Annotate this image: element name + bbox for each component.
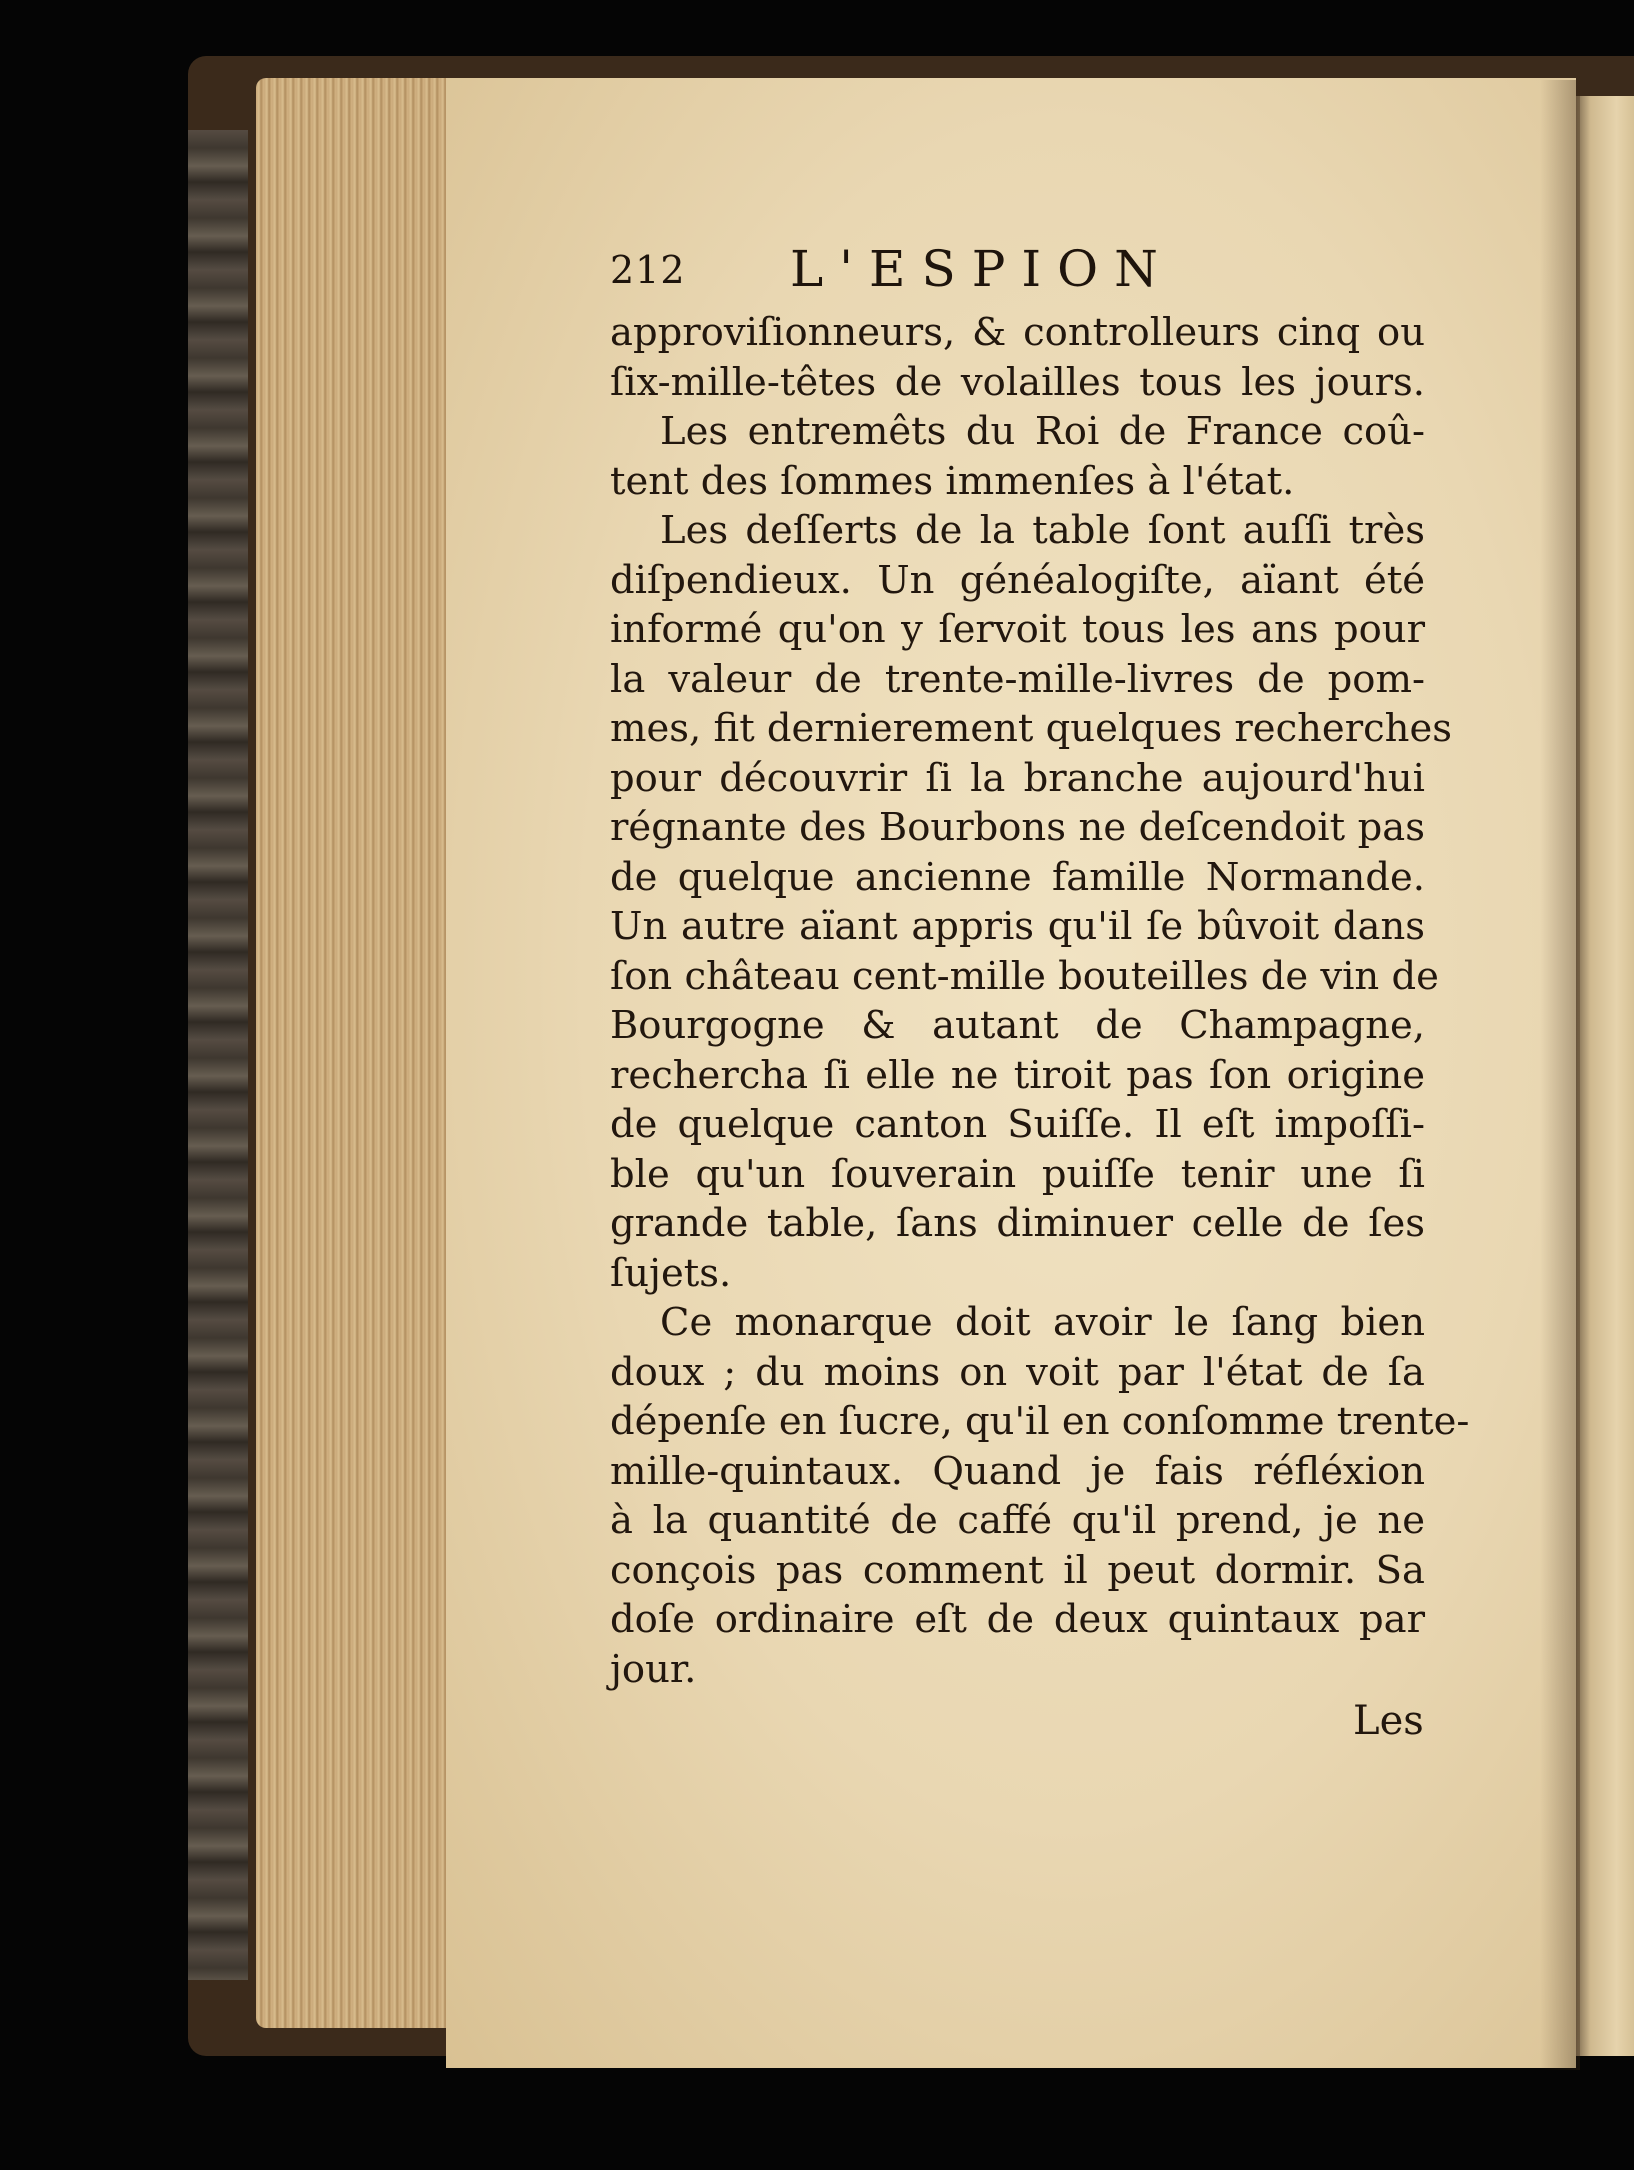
text-line: mes, fit dernierement quelques recherches (610, 706, 1453, 751)
gutter-shadow (1540, 80, 1580, 2070)
text-line: dépenſe en ſucre, qu'il en conſomme trente- (610, 1399, 1470, 1444)
text-line: doux ; du moins on voit par l'état de ſa (610, 1349, 1425, 1395)
body-text (610, 308, 1470, 1694)
page-header (610, 240, 1240, 300)
text-line: Bourgogne & autant de Champagne, (610, 1003, 1425, 1048)
text-line: approviſionneurs, & controlleurs cinq ou (610, 310, 1425, 355)
page-edges (256, 78, 446, 2028)
text-line: à la quantité de caffé qu'il prend, je ne (610, 1498, 1425, 1543)
catchword: Les (1353, 1698, 1424, 1744)
right-page-edge (1576, 96, 1634, 2056)
text-line: de quelque canton Suiſſe. Il eſt impoſſi- (610, 1102, 1425, 1147)
text-line: tent des ſommes immenſes à l'état. (610, 458, 1295, 504)
text-line: ſujets. (610, 1250, 732, 1296)
text-line: diſpendieux. Un généalogiſte, aïant été (610, 557, 1425, 603)
text-line: pour découvrir ſi la branche aujourd'hui (610, 755, 1425, 801)
text-line: ble qu'un ſouverain puiſſe tenir une ſi (610, 1151, 1425, 1197)
text-line: doſe ordinaire eſt de deux quintaux par (610, 1597, 1425, 1642)
running-title: L'ESPION (790, 240, 1174, 298)
page-number: 212 (610, 248, 686, 292)
text-line: Ce monarque doit avoir le ſang bien (660, 1300, 1425, 1345)
text-line: grande table, ſans diminuer celle de ſes (610, 1201, 1425, 1246)
text-line: Les entremêts du Roi de France coû- (660, 409, 1425, 454)
text-line: conçois pas comment il peut dormir. Sa (610, 1547, 1425, 1593)
text-line: la valeur de trente-mille-livres de pom- (610, 656, 1425, 702)
text-line: ſon château cent-mille bouteilles de vin de (610, 953, 1439, 999)
marbled-cover-edge (188, 130, 248, 1980)
text-line: de quelque ancienne famille Normande. (610, 854, 1425, 900)
text-line: jour. (610, 1646, 697, 1692)
text-line: rechercha ſi elle ne tiroit pas ſon origine (610, 1052, 1425, 1098)
text-line: Un autre aïant appris qu'il ſe bûvoit dans (610, 904, 1425, 949)
text-line: ſix-mille-têtes de volailles tous les jours. (610, 359, 1425, 405)
text-line: informé qu'on y ſervoit tous les ans pour (610, 607, 1425, 652)
text-line: Les deſſerts de la table ſont auſſi très (660, 508, 1425, 553)
text-line: régnante des Bourbons ne deſcendoit pas (610, 805, 1425, 850)
text-line: mille-quintaux. Quand je fais réfléxion (610, 1448, 1425, 1494)
